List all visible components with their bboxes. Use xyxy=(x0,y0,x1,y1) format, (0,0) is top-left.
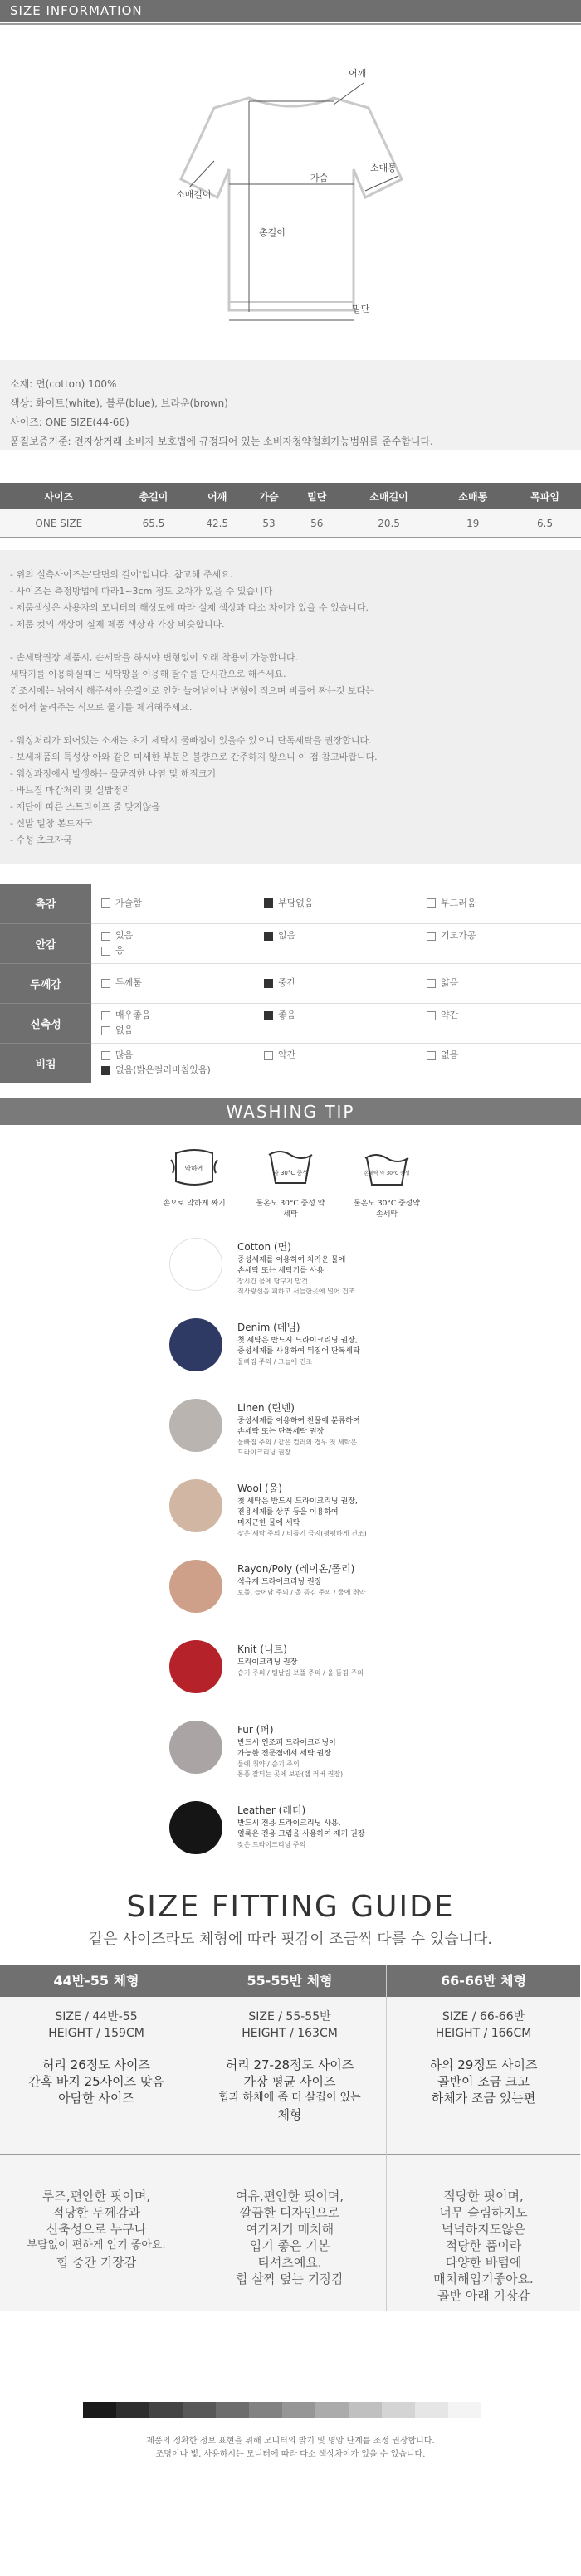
option-label: 없음 xyxy=(115,1025,134,1035)
fitting-guide-subtitle: 같은 사이즈라도 체형에 따라 핏감이 조금씩 다를 수 있습니다. xyxy=(88,1930,493,1948)
fabric-name: Leather (레더) xyxy=(237,1804,306,1816)
checkbox xyxy=(101,947,110,956)
hand-wash-30-icon xyxy=(351,1145,422,1233)
option-label: 중간 xyxy=(278,977,296,988)
checkbox-checked xyxy=(264,1011,273,1020)
calibration-swatch xyxy=(216,2402,249,2418)
fit-foot-line: 적당한 핏이며, xyxy=(443,2188,524,2203)
fit-desc-line: 간혹 바지 25사이즈 맞음 xyxy=(28,2073,164,2089)
calibration-swatch xyxy=(116,2402,149,2418)
fabric-note: 장시간 물에 담구지 말것 xyxy=(237,1277,308,1285)
fit-foot-line: 매치해입기좋아요. xyxy=(433,2271,534,2286)
knit-swatch xyxy=(169,1640,222,1693)
table-cell: ONE SIZE xyxy=(0,509,118,538)
property-row-thickness xyxy=(0,963,581,1003)
washing-tip-header: WASHING TIP xyxy=(0,1098,581,1125)
fit-size: SIZE / 44반-55 xyxy=(55,2009,138,2023)
fabric-desc: 중성세제를 이용하여 찬물에 분류하여 xyxy=(237,1416,360,1425)
leather-swatch xyxy=(169,1801,222,1854)
option-label: 없음 xyxy=(278,930,296,941)
fabric-note: 직사광선을 피하고 서늘한곳에 널어 건조 xyxy=(237,1287,355,1295)
disclaimer-line: 제품의 정확한 정보 표현을 위해 모니터의 밝기 및 명암 단계를 조정 권장합니다. xyxy=(146,2436,435,2446)
col-header: 어깨 xyxy=(189,483,245,509)
fabric-item xyxy=(173,1721,581,1801)
wool-swatch xyxy=(169,1479,222,1532)
fit-foot-line: 골반 아래 기장감 xyxy=(437,2287,530,2303)
fabric-name: Knit (니트) xyxy=(237,1643,287,1655)
denim-swatch xyxy=(169,1318,222,1371)
fabric-desc: 가능한 전문점에서 세탁 권장 xyxy=(237,1749,331,1758)
note-line: 접어서 눌려주는 식으로 물기를 제거해주세요. xyxy=(10,702,193,713)
fit-foot-line: 넉넉하지도않은 xyxy=(441,2221,526,2237)
table-cell: 42.5 xyxy=(189,509,245,538)
checkbox xyxy=(101,1011,110,1020)
option-label: 약간 xyxy=(278,1049,296,1060)
fabric-item xyxy=(173,1318,581,1399)
note-line: - 수성 초크자국 xyxy=(10,835,72,845)
fabric-item xyxy=(173,1238,581,1318)
disclaimer xyxy=(0,2435,581,2462)
option-label: 얇음 xyxy=(441,977,459,988)
machine-wash-30-icon xyxy=(255,1145,326,1233)
checkbox-checked xyxy=(264,979,273,988)
option-label: 기모가공 xyxy=(441,930,476,941)
fit-foot-line: 루즈,편안한 핏이며, xyxy=(42,2188,151,2203)
note-line: - 사이즈는 측정방법에 따라1~3cm 정도 오차가 있을 수 있습니다 xyxy=(10,586,273,597)
calibration-swatch xyxy=(149,2402,183,2418)
checkbox-checked xyxy=(264,932,273,941)
note-line: - 위의 실측사이즈는'단면의 길이'입니다. 참고해 주세요. xyxy=(10,569,233,580)
calibration-swatch xyxy=(183,2402,216,2418)
fabric-note: 잦은 드라이크리닝 주의 xyxy=(237,1840,306,1848)
table-row xyxy=(0,509,581,538)
fabric-name: Wool (울) xyxy=(237,1482,282,1494)
icon-label: 물온도 30°C 중성 약세탁 xyxy=(256,1199,325,1219)
checkbox xyxy=(427,898,436,908)
fit-column xyxy=(387,1965,580,2311)
fabric-desc: 전용세제를 상푸 등을 이용하여 xyxy=(237,1507,339,1517)
size-info-header: SIZE INFORMATION xyxy=(0,0,581,22)
warranty-text: 품질보증기준: 전자상거래 소비자 보호법에 규정되어 있는 소비자청약철회가능범위를 준수합니다. xyxy=(10,436,433,447)
option-label: 두께툼 xyxy=(115,977,142,988)
fabric-note: 잦은 세탁 주의 / 비틀기 금지(평평하게 건조) xyxy=(237,1529,367,1537)
property-row-stretch xyxy=(0,1003,581,1043)
calibration-swatch xyxy=(349,2402,382,2418)
fabric-care-list xyxy=(0,1233,581,1880)
fabric-note: 습기 주의 / 털날림 보풀 주의 / 올 뜸김 주의 xyxy=(237,1668,364,1677)
table-cell: 6.5 xyxy=(509,509,581,538)
fit-desc-line: 아담한 사이즈 xyxy=(58,2090,134,2106)
note-line: 세탁기를 이용하실때는 세탁망을 이용해 탈수를 단시간으로 해주세요. xyxy=(10,669,286,679)
fit-foot-line: 부담없이 편하게 입기 좋아요. xyxy=(27,2238,166,2252)
material-text: 소재: 면(cotton) 100% xyxy=(10,378,117,390)
fit-column xyxy=(193,1965,387,2311)
color-text: 색상: 화이트(white), 블루(blue), 브라운(brown) xyxy=(10,397,228,409)
checkbox xyxy=(101,979,110,988)
fit-foot-line: 힙 살짝 덮는 기장감 xyxy=(235,2271,344,2286)
fabric-properties-table xyxy=(0,884,581,1083)
fit-desc-line: 허리 26정도 사이즈 xyxy=(42,2057,151,2072)
svg-text:손세탁 약 30°C 중성: 손세탁 약 30°C 중성 xyxy=(364,1170,410,1176)
checkbox xyxy=(427,979,436,988)
calibration-swatch xyxy=(382,2402,415,2418)
fit-desc-line: 하의 29정도 사이즈 xyxy=(429,2057,538,2072)
cotton-swatch xyxy=(169,1238,222,1291)
fit-column-head: 66-66반 체형 xyxy=(387,1965,580,1997)
checkbox xyxy=(101,1026,110,1035)
fabric-item xyxy=(173,1560,581,1640)
fit-foot-line: 입기 좋은 기본 xyxy=(249,2238,330,2253)
size-text: 사이즈: ONE SIZE(44-66) xyxy=(10,416,129,428)
fit-desc-line: 골반이 조금 크고 xyxy=(437,2073,530,2089)
chest-label: 가슴 xyxy=(310,173,329,183)
col-header: 가슴 xyxy=(245,483,293,509)
fit-size: SIZE / 55-55반 xyxy=(248,2009,331,2023)
fit-size: SIZE / 66-66반 xyxy=(442,2009,525,2023)
option-label: 부드러움 xyxy=(441,897,476,908)
note-line: - 신발 밑창 본드자국 xyxy=(10,818,93,829)
fit-foot-line: 너무 슬림하지도 xyxy=(439,2204,528,2220)
calibration-swatch xyxy=(448,2402,481,2418)
fabric-item xyxy=(173,1399,581,1479)
col-header: 소매통 xyxy=(437,483,509,509)
fabric-desc: 얼룩은 전용 크림을 사용하여 제거 권장 xyxy=(237,1829,365,1838)
fabric-desc: 중성세제를 이용하여 차가운 물에 xyxy=(237,1255,346,1264)
fabric-item xyxy=(173,1479,581,1560)
table-cell: 53 xyxy=(245,509,293,538)
fabric-desc: 미지근한 물에 세탁 xyxy=(237,1518,300,1527)
calibration-swatch xyxy=(315,2402,349,2418)
checkbox xyxy=(427,1051,436,1060)
calibration-swatch xyxy=(415,2402,448,2418)
note-line: - 보세제품의 특성상 아와 같은 미세한 부분은 불량으로 간주하지 않으니 이 점 참고바랍니다. xyxy=(10,752,378,762)
fabric-note: 물빠짐 주의 / 그늘에 건조 xyxy=(237,1357,313,1366)
note-line: 건조시에는 뉘여서 해주셔야 옷걸이로 인한 늘어남이나 변형이 적으며 비틀어 짜는것 보다는 xyxy=(10,685,374,696)
fabric-desc: 손세탁 또는 세탁기를 사용 xyxy=(237,1266,325,1275)
option-label: 있음 xyxy=(115,930,134,941)
fabric-desc: 손세탁 또는 단독세탁 권장 xyxy=(237,1427,325,1436)
size-table xyxy=(0,483,581,538)
hem-label: 밑단 xyxy=(352,304,370,314)
fit-height: HEIGHT / 166CM xyxy=(435,2026,532,2040)
product-specs xyxy=(0,360,581,450)
fabric-desc: 석유계 드라이크리닝 권장 xyxy=(237,1577,322,1586)
fabric-desc: 반드시 인조퍼 드라이크리닝이 xyxy=(237,1738,336,1747)
total-length-label: 총길이 xyxy=(259,227,286,238)
fit-column-head: 44반-55 체형 xyxy=(0,1965,193,1997)
shoulder-label: 어깨 xyxy=(349,68,367,79)
fabric-note: 물빠짐 주의 / 같은 컬러의 경우 첫 세탁은 xyxy=(237,1438,358,1446)
col-header: 사이즈 xyxy=(0,483,118,509)
note-line: - 재단에 따른 스트라이프 줄 맞지않음 xyxy=(10,801,160,812)
col-header: 총길이 xyxy=(118,483,190,509)
disclaimer-line: 조명이나 빛, 사용하시는 모니터에 따라 다소 색상차이가 있을 수 있습니다. xyxy=(155,2449,426,2459)
fabric-desc: 드라이크리닝 권장 xyxy=(237,1658,298,1667)
fabric-note: 물에 취약 / 습기 주의 xyxy=(237,1760,300,1768)
property-label: 비침 xyxy=(0,1043,91,1083)
size-table-header xyxy=(0,483,581,509)
option-label: 좋음 xyxy=(278,1010,296,1020)
note-line: - 워싱과정에서 발생하는 물균직한 나염 및 해짐크기 xyxy=(10,768,217,779)
fit-height: HEIGHT / 159CM xyxy=(48,2026,144,2040)
washing-icons xyxy=(0,1125,581,1233)
fabric-name: Denim (데님) xyxy=(237,1321,300,1333)
option-label: 가슬함 xyxy=(115,897,142,908)
property-row-lining xyxy=(0,923,581,963)
property-row-sheerness xyxy=(0,1043,581,1083)
option-label: 없음 xyxy=(441,1049,459,1060)
option-label: 매우좋음 xyxy=(115,1010,151,1020)
fabric-name: Rayon/Poly (레이온/폴리) xyxy=(237,1562,355,1575)
fit-column-head: 55-55반 체형 xyxy=(193,1965,386,1997)
fit-foot-line: 힙 중간 기장감 xyxy=(56,2254,137,2270)
linen-swatch xyxy=(169,1399,222,1452)
note-line: - 바느질 마감처리 및 실밥정리 xyxy=(10,785,131,796)
fit-desc-line: 가장 평균 사이즈 xyxy=(243,2073,336,2089)
fit-height: HEIGHT / 163CM xyxy=(242,2026,338,2040)
fitting-guide-title: SIZE FITTING GUIDE xyxy=(126,1889,455,1924)
table-cell: 65.5 xyxy=(118,509,190,538)
fabric-item xyxy=(173,1801,581,1882)
fit-column xyxy=(0,1965,193,2311)
svg-text:약 30°C 중성: 약 30°C 중성 xyxy=(272,1169,309,1176)
fit-desc-line: 힙과 하체에 좀 더 살집이 있는 xyxy=(218,2091,361,2104)
checkbox xyxy=(101,1051,110,1060)
option-label: 없음(밝은컬러비침있음) xyxy=(115,1064,211,1075)
fit-foot-line: 여기저기 매치해 xyxy=(245,2221,334,2237)
note-line: - 손세탁권장 제품시, 손세탁을 하셔야 변형없이 오래 착용이 가능합니다. xyxy=(10,652,299,663)
calibration-swatch xyxy=(249,2402,282,2418)
fabric-item xyxy=(173,1640,581,1721)
fitting-guide-columns xyxy=(0,1965,581,2311)
checkbox-checked xyxy=(264,898,273,908)
fabric-desc: 첫 세탁은 반드시 드라이크리닝 권장, xyxy=(237,1497,358,1506)
sleeve-width-label: 소매통 xyxy=(370,163,397,173)
rayon-poly-swatch xyxy=(169,1560,222,1613)
fabric-name: Linen (린넨) xyxy=(237,1401,295,1414)
garment-diagram xyxy=(0,22,581,345)
svg-text:약하게: 약하게 xyxy=(184,1164,204,1172)
hand-wring-icon xyxy=(159,1145,230,1233)
checkbox xyxy=(427,932,436,941)
note-line: - 워싱처리가 되어있는 소재는 초기 세탁시 물빠짐이 있을수 있으니 단독세탁을 권장합니다. xyxy=(10,735,372,746)
fit-foot-line: 적당한 품이라 xyxy=(445,2238,522,2253)
fabric-name: Fur (퍼) xyxy=(237,1723,274,1736)
checkbox xyxy=(427,1011,436,1020)
fabric-note: 통풍 잘되는 곳에 보관(랩 커버 권장) xyxy=(237,1770,344,1778)
calibration-swatch xyxy=(282,2402,315,2418)
property-row-texture xyxy=(0,884,581,923)
fit-foot-line: 신축성으로 누구나 xyxy=(46,2221,147,2237)
note-line: - 제품 컷의 색상이 실제 제품 색상과 가장 비슷합니다. xyxy=(10,619,225,630)
icon-label: 물온도 30°C 중성약 손세탁 xyxy=(353,1199,421,1219)
fabric-note: 보풀, 늘어남 주의 / 올 뜸김 주의 / 물에 취약 xyxy=(237,1588,366,1596)
option-label: 많음 xyxy=(115,1049,134,1060)
fit-foot-line: 여유,편안한 핏이며, xyxy=(235,2188,344,2203)
tshirt-outline xyxy=(0,22,581,345)
monitor-calibration-strip xyxy=(83,2402,581,2418)
table-cell: 19 xyxy=(437,509,509,538)
checkbox-checked xyxy=(101,1066,110,1075)
option-label: 응 xyxy=(115,945,124,956)
fit-foot-line: 티셔츠예요. xyxy=(257,2254,322,2270)
property-label: 두께감 xyxy=(0,963,91,1003)
fit-foot-line: 적당한 두께감과 xyxy=(51,2204,141,2220)
property-label: 안감 xyxy=(0,923,91,963)
fabric-note: 드라이크리닝 권장 xyxy=(237,1448,291,1456)
fabric-desc: 중성세제를 사용하여 뒤집어 단독세탁 xyxy=(237,1346,360,1356)
fur-swatch xyxy=(169,1721,222,1774)
icon-label: 손으로 약하게 짜기 xyxy=(163,1199,226,1208)
property-label: 신축성 xyxy=(0,1003,91,1043)
col-header: 목파임 xyxy=(509,483,581,509)
option-label: 약간 xyxy=(441,1010,459,1020)
option-label: 부담없음 xyxy=(278,897,314,908)
checkbox xyxy=(101,932,110,941)
fabric-desc: 첫 세탁은 반드시 드라이크리닝 권장, xyxy=(237,1336,358,1345)
fabric-desc: 반드시 전용 드라이크리닝 사용, xyxy=(237,1819,341,1828)
fit-desc-line: 허리 27-28정도 사이즈 xyxy=(225,2057,354,2072)
property-label: 촉감 xyxy=(0,884,91,923)
fit-desc-line: 체형 xyxy=(277,2106,302,2122)
checkbox xyxy=(101,898,110,908)
fabric-name: Cotton (면) xyxy=(237,1240,291,1253)
fit-foot-line: 깔끔한 디자인으로 xyxy=(239,2204,340,2220)
col-header: 소매길이 xyxy=(341,483,437,509)
calibration-swatch xyxy=(83,2402,116,2418)
care-notes xyxy=(0,550,581,864)
checkbox xyxy=(264,1051,273,1060)
table-cell: 20.5 xyxy=(341,509,437,538)
fit-foot-line: 다양한 바텀에 xyxy=(445,2254,522,2270)
sleeve-length-label: 소매길이 xyxy=(176,189,212,200)
fit-desc-line: 하체가 조금 있는편 xyxy=(431,2090,536,2106)
note-line: - 제품색상은 사용자의 모니터의 해상도에 따라 실제 색상과 다소 차이가 있을 수 있습니다. xyxy=(10,602,369,613)
table-cell: 56 xyxy=(293,509,341,538)
col-header: 밑단 xyxy=(293,483,341,509)
